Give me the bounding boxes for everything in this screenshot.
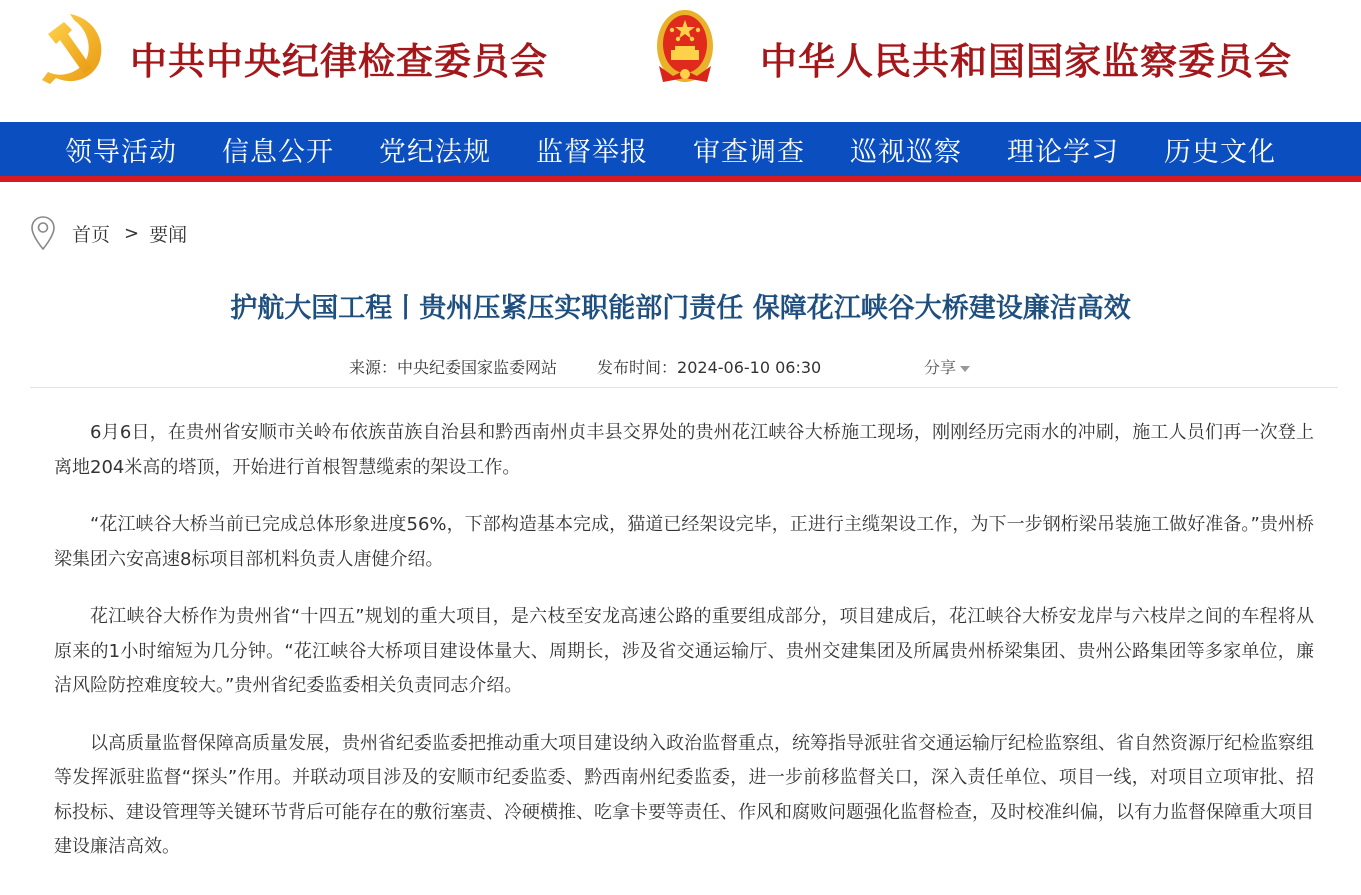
chevron-down-icon [960,366,970,372]
article-source [349,355,557,378]
breadcrumb-home-link[interactable]: 首页 [72,223,111,246]
time-label: 发布时间： [597,358,678,377]
nav-item-inspection[interactable]: 巡视巡察 [850,136,962,168]
cpc-ccdi-title[interactable]: 中共中央纪律检查委员会 [130,39,548,83]
share-label: 分享 [924,358,957,377]
article-paragraph: 花江峡谷大桥作为贵州省“十四五”规划的重大项目，是六枝至安龙高速公路的重要组成部分，项目建成后，花江峡谷大桥安龙岸与六枝岸之间的车程将从原来的1小时缩短为几分钟。“花江峡谷大桥项目建设体量大、周期长，涉及省交通运输厅、贵州交建集团及所属贵州桥梁集团、贵州公路集团等多家单位，廉洁风险防控难度较大。”贵州省纪委监委相关负责同志介绍。 [54,606,1314,696]
article-time [597,355,821,378]
party-emblem-icon[interactable] [30,8,110,88]
article-title: 护航大国工程丨贵州压紧压实职能部门责任 保障花江峡谷大桥建设廉洁高效 [230,293,1131,324]
article-paragraph: “花江峡谷大桥当前已完成总体形象进度56%，下部构造基本完成，猫道已经架设完毕，正进行主缆架设工作，为下一步钢桁梁吊装施工做好准备。”贵州桥梁集团六安高速8标项目部机料负责人唐健介绍。 [54,514,1314,570]
source-value: 中央纪委国家监委网站 [397,358,558,377]
breadcrumb-separator: > [124,222,140,244]
site-header [0,0,1361,122]
nav-item-history[interactable]: 历史文化 [1164,136,1276,168]
breadcrumb-current-link[interactable]: 要闻 [149,223,188,246]
article-meta [349,355,957,378]
nav-item-info-disclosure[interactable]: 信息公开 [222,136,334,168]
location-pin-icon [30,215,56,251]
article-body [54,416,1314,888]
share-button[interactable] [924,355,970,378]
meta-divider [30,387,1338,388]
breadcrumb [30,215,187,251]
national-emblem-icon[interactable] [655,6,715,90]
nav-item-theory[interactable]: 理论学习 [1007,136,1119,168]
article-paragraph: 以高质量监督保障高质量发展，贵州省纪委监委把推动重大项目建设纳入政治监督重点，统筹指导派驻省交通运输厅纪检监察组、省自然资源厅纪检监察组等发挥派驻监督“探头”作用。并联动项目涉及的安顺市纪委监委、黔西南州纪委监委，进一步前移监督关口，深入责任单位、项目一线，对项目立项审批、招标投标、建设管理等关键环节背后可能存在的敷衍塞责、冷硬横推、吃拿卡要等责任、作风和腐败问题强化监督检查，及时校准纠偏，以有力监督保障重大项目建设廉洁高效。 [54,732,1314,857]
source-label: 来源： [349,358,398,377]
nav-item-regulations[interactable]: 党纪法规 [379,136,491,168]
nav-item-report[interactable]: 监督举报 [536,136,648,168]
time-value: 2024-06-10 06:30 [677,358,822,377]
main-nav [0,122,1361,182]
article-paragraph: 6月6日，在贵州省安顺市关岭布依族苗族自治县和黔西南州贞丰县交界处的贵州花江峡谷大桥施工现场，刚刚经历完雨水的冲刷，施工人员们再一次登上离地204米高的塔顶，开始进行首根智慧缆索的架设工作。 [54,422,1314,478]
nav-item-investigation[interactable]: 审查调查 [693,136,805,168]
nsc-title[interactable]: 中华人民共和国国家监察委员会 [760,39,1292,83]
nav-item-leadership[interactable]: 领导活动 [65,136,177,168]
